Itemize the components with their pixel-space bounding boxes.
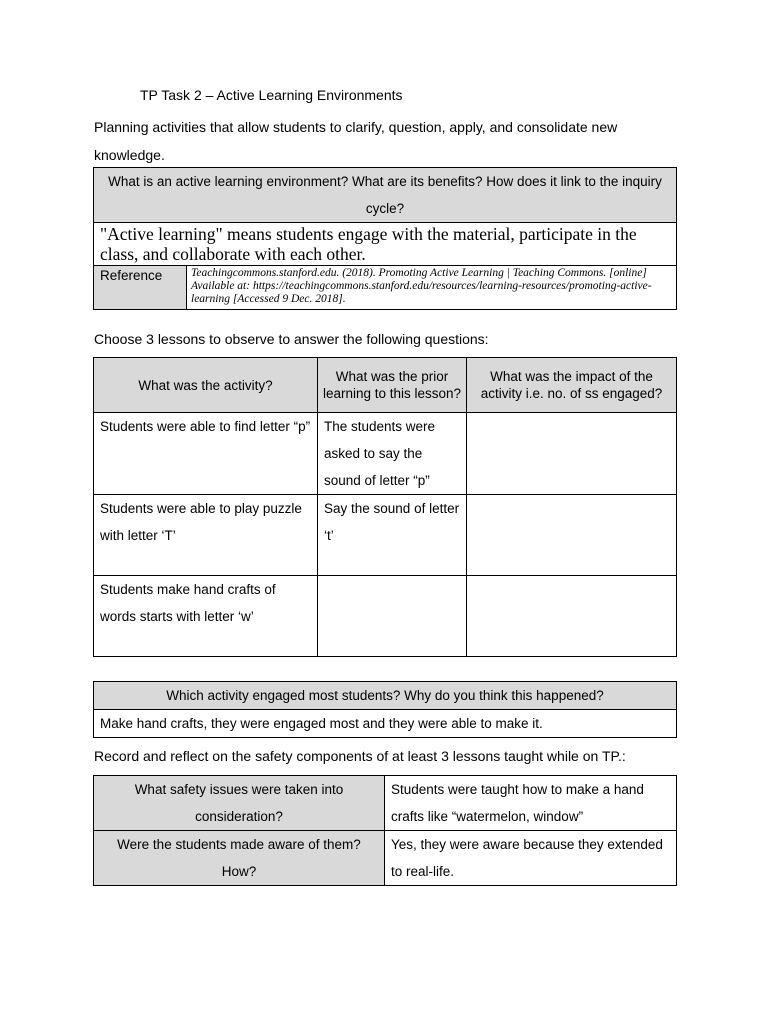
prior-learning-cell [318,413,467,495]
activity-text: Students make hand crafts of words starts with letter ‘w’ [100,582,276,624]
prior-learning-text: The students were asked to say the sound of letter “p” [324,419,436,488]
active-learning-answer: "Active learning" means students engage with the material, participate in the class, and collaborate with each other. [100,224,637,264]
doc-title: TP Task 2 – Active Learning Environments [140,87,403,103]
engagement-question: Which activity engaged most students? Why do you think this happened? [166,688,604,703]
engagement-answer-cell [94,710,677,738]
active-learning-table [93,167,677,310]
engagement-answer: Make hand crafts, they were engaged most and they were able to make it. [100,716,543,731]
safety-question-cell [94,776,385,831]
safety-question-cell [94,831,385,886]
safety-answer: Yes, they were aware because they extended to real-life. [391,837,663,879]
activity-cell [94,413,318,495]
active-learning-question-cell [94,168,677,223]
activity-text: Students were able to find letter “p” [100,419,311,434]
header-prior-learning-cell [318,358,467,413]
lessons-header-row [94,358,677,413]
activity-cell [94,576,318,657]
header-activity-cell [94,358,318,413]
safety-answer: Students were taught how to make a hand crafts like “watermelon, window” [391,782,644,824]
table-row [94,831,677,886]
activity-text: Students were able to play puzzle with letter ‘T’ [100,501,302,543]
table-row [94,495,677,576]
engagement-table [93,681,677,738]
prior-learning-cell [318,495,467,576]
lessons-table [93,357,677,657]
reference-label-cell [94,266,187,310]
activity-cell [94,495,318,576]
header-activity: What was the activity? [138,377,273,393]
safety-question: Were the students made aware of them? How? [117,837,361,879]
header-prior-learning: What was the prior learning to this lesson? [322,369,462,401]
safety-table [93,775,677,886]
safety-heading: Record and reflect on the safety components of at least 3 lessons taught while on TP.: [94,748,626,764]
reference-text: Teachingcommons.stanford.edu. (2018). Promoting Active Learning | Teaching Commons. [online] Available at: https://teachingcommons.stanford.edu/resources/learning-resources/promoting-active-learning [Accessed 9 Dec. 2018]. [191,267,652,305]
safety-question: What safety issues were taken into consideration? [134,782,344,824]
table-row [94,776,677,831]
prior-learning-cell [318,576,467,657]
reference-text-cell [187,266,677,310]
active-learning-answer-cell [94,223,677,266]
table-row [94,576,677,657]
header-impact: What was the impact of the activity i.e. no. of ss engaged? [480,369,663,401]
impact-cell [467,495,677,576]
safety-answer-cell [385,831,677,886]
table-row [94,413,677,495]
impact-cell [467,576,677,657]
safety-answer-cell [385,776,677,831]
header-impact-cell [467,358,677,413]
reference-label: Reference [100,268,163,283]
lessons-heading: Choose 3 lessons to observe to answer the following questions: [94,331,489,347]
prior-learning-text: Say the sound of letter ‘t’ [324,501,460,543]
active-learning-question: What is an active learning environment? What are its benefits? How does it link to the inquiry cycle? [108,174,662,216]
impact-cell [467,413,677,495]
doc-subtitle: Planning activities that allow students to clarify, question, apply, and consolidate new knowledge. [94,119,618,163]
engagement-question-cell [94,682,677,710]
